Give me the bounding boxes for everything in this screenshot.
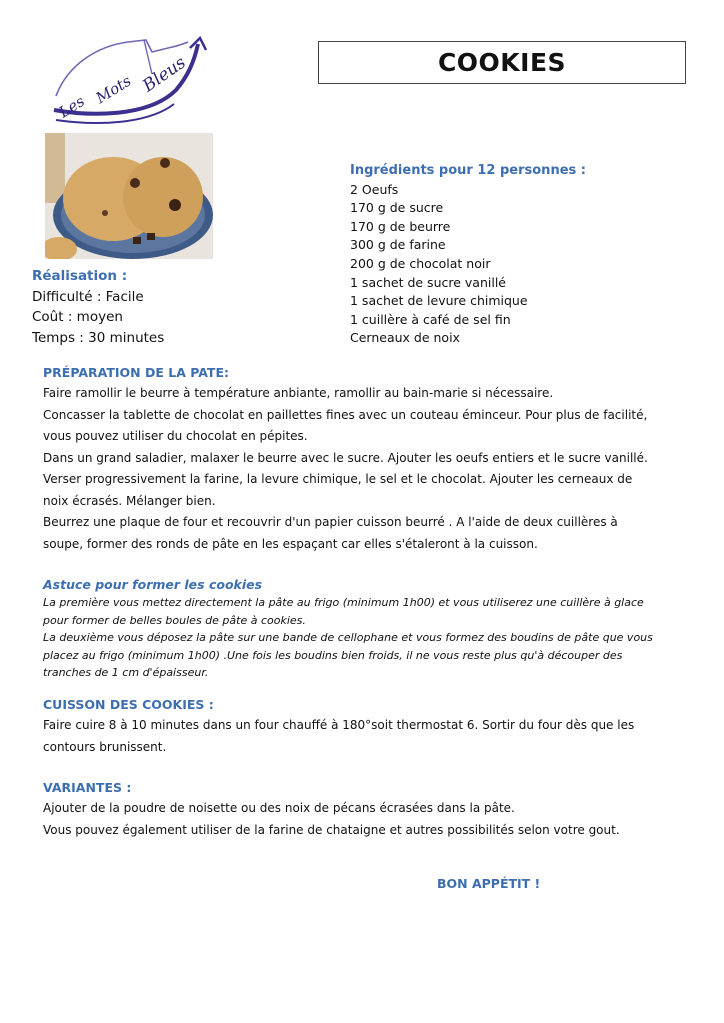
variantes-line: Ajouter de la poudre de noisette ou des noix de pécans écrasées dans la pâte. xyxy=(43,801,515,815)
astuce-line: pour former de belles boules de pâte à cookies. xyxy=(43,613,306,627)
time: Temps : 30 minutes xyxy=(32,329,165,346)
ingredients-heading: Ingrédients pour 12 personnes : xyxy=(350,163,586,178)
ingredient-item: 2 Oeufs xyxy=(350,181,399,197)
cuisson-line: contours brunissent. xyxy=(43,739,167,754)
cookie-photo xyxy=(45,133,213,259)
logo-text-les: Les xyxy=(55,92,88,122)
ingredient-item: 1 sachet de sucre vanillé xyxy=(350,274,506,290)
cuisson-section xyxy=(43,695,683,758)
ingredients-block xyxy=(350,162,586,348)
page-title: COOKIES xyxy=(437,48,567,77)
logo-graphic xyxy=(48,34,208,130)
astuce-line: placez au frigo (minimum 1h00) .Une fois les boudins bien froids, il ne vous reste plus qu'à découper des xyxy=(43,648,623,662)
difficulty: Difficulté : Facile xyxy=(32,288,144,305)
cost: Coût : moyen xyxy=(32,309,123,325)
preparation-line: vous pouvez utiliser du chocolat en pépites. xyxy=(43,429,308,443)
preparation-line: soupe, former des ronds de pâte en les espaçant car elles s'étaleront à la cuisson. xyxy=(43,536,538,551)
ingredient-item: 170 g de beurre xyxy=(350,218,451,234)
variantes-line: Vous pouvez également utiliser de la farine de chataigne et autres possibilités selon votre gout. xyxy=(43,822,620,837)
preparation-line: noix écrasés. Mélanger bien. xyxy=(43,493,216,508)
astuce-line: La deuxième vous déposez la pâte sur une bande de cellophane et vous formez des boudins de pâte que vous xyxy=(43,631,653,645)
ingredient-item: 1 cuillère à café de sel fin xyxy=(350,311,511,327)
preparation-line: Faire ramollir le beurre à température anbiante, ramollir au bain-marie si nécessaire. xyxy=(43,386,554,400)
ingredient-item: 200 g de chocolat noir xyxy=(350,255,491,271)
ingredient-item: 1 sachet de levure chimique xyxy=(350,293,528,309)
cuisson-heading: CUISSON DES COOKIES : xyxy=(43,697,214,712)
astuce-section xyxy=(43,576,683,682)
astuce-heading: Astuce pour former les cookies xyxy=(43,577,263,592)
ingredient-item: 300 g de farine xyxy=(350,237,446,253)
title-box xyxy=(318,41,686,84)
ingredient-item: Cerneaux de noix xyxy=(350,330,460,346)
preparation-line: Dans un grand saladier, malaxer le beurre avec le sucre. Ajouter les oeufs entiers et le sucre vanillé. xyxy=(43,450,648,465)
preparation-line: Concasser la tablette de chocolat en paillettes fines avec un couteau éminceur. Pour plus de facilité, xyxy=(43,407,648,422)
preparation-heading: PRÉPARATION DE LA PATE: xyxy=(43,365,229,380)
ingredient-item: 170 g de sucre xyxy=(350,200,444,216)
logo-text-mots: Mots xyxy=(92,71,135,108)
astuce-line: tranches de 1 cm d'épaisseur. xyxy=(43,666,209,680)
preparation-line: Verser progressivement la farine, la levure chimique, le sel et le chocolat. Ajouter les cerneaux de xyxy=(43,472,633,486)
variantes-section xyxy=(43,778,683,841)
preparation-section xyxy=(43,363,683,555)
astuce-line: La première vous mettez directement la pâte au frigo (minimum 1h00) et vous utiliserez une cuillère à glace xyxy=(43,596,644,609)
closing-text: BON APPÉTIT ! xyxy=(437,876,541,891)
realisation-heading: Réalisation : xyxy=(32,268,128,284)
variantes-heading: VARIANTES : xyxy=(43,780,132,795)
logo xyxy=(48,34,208,130)
cuisson-line: Faire cuire 8 à 10 minutes dans un four chauffé à 180°soit thermostat 6. Sortir du four dès que les xyxy=(43,718,635,732)
preparation-line: Beurrez une plaque de four et recouvrir d'un papier cuisson beurré . A l'aide de deux cuillères à xyxy=(43,515,618,529)
logo-text-bleus: Bleus xyxy=(139,52,190,97)
realisation-block xyxy=(32,266,164,348)
